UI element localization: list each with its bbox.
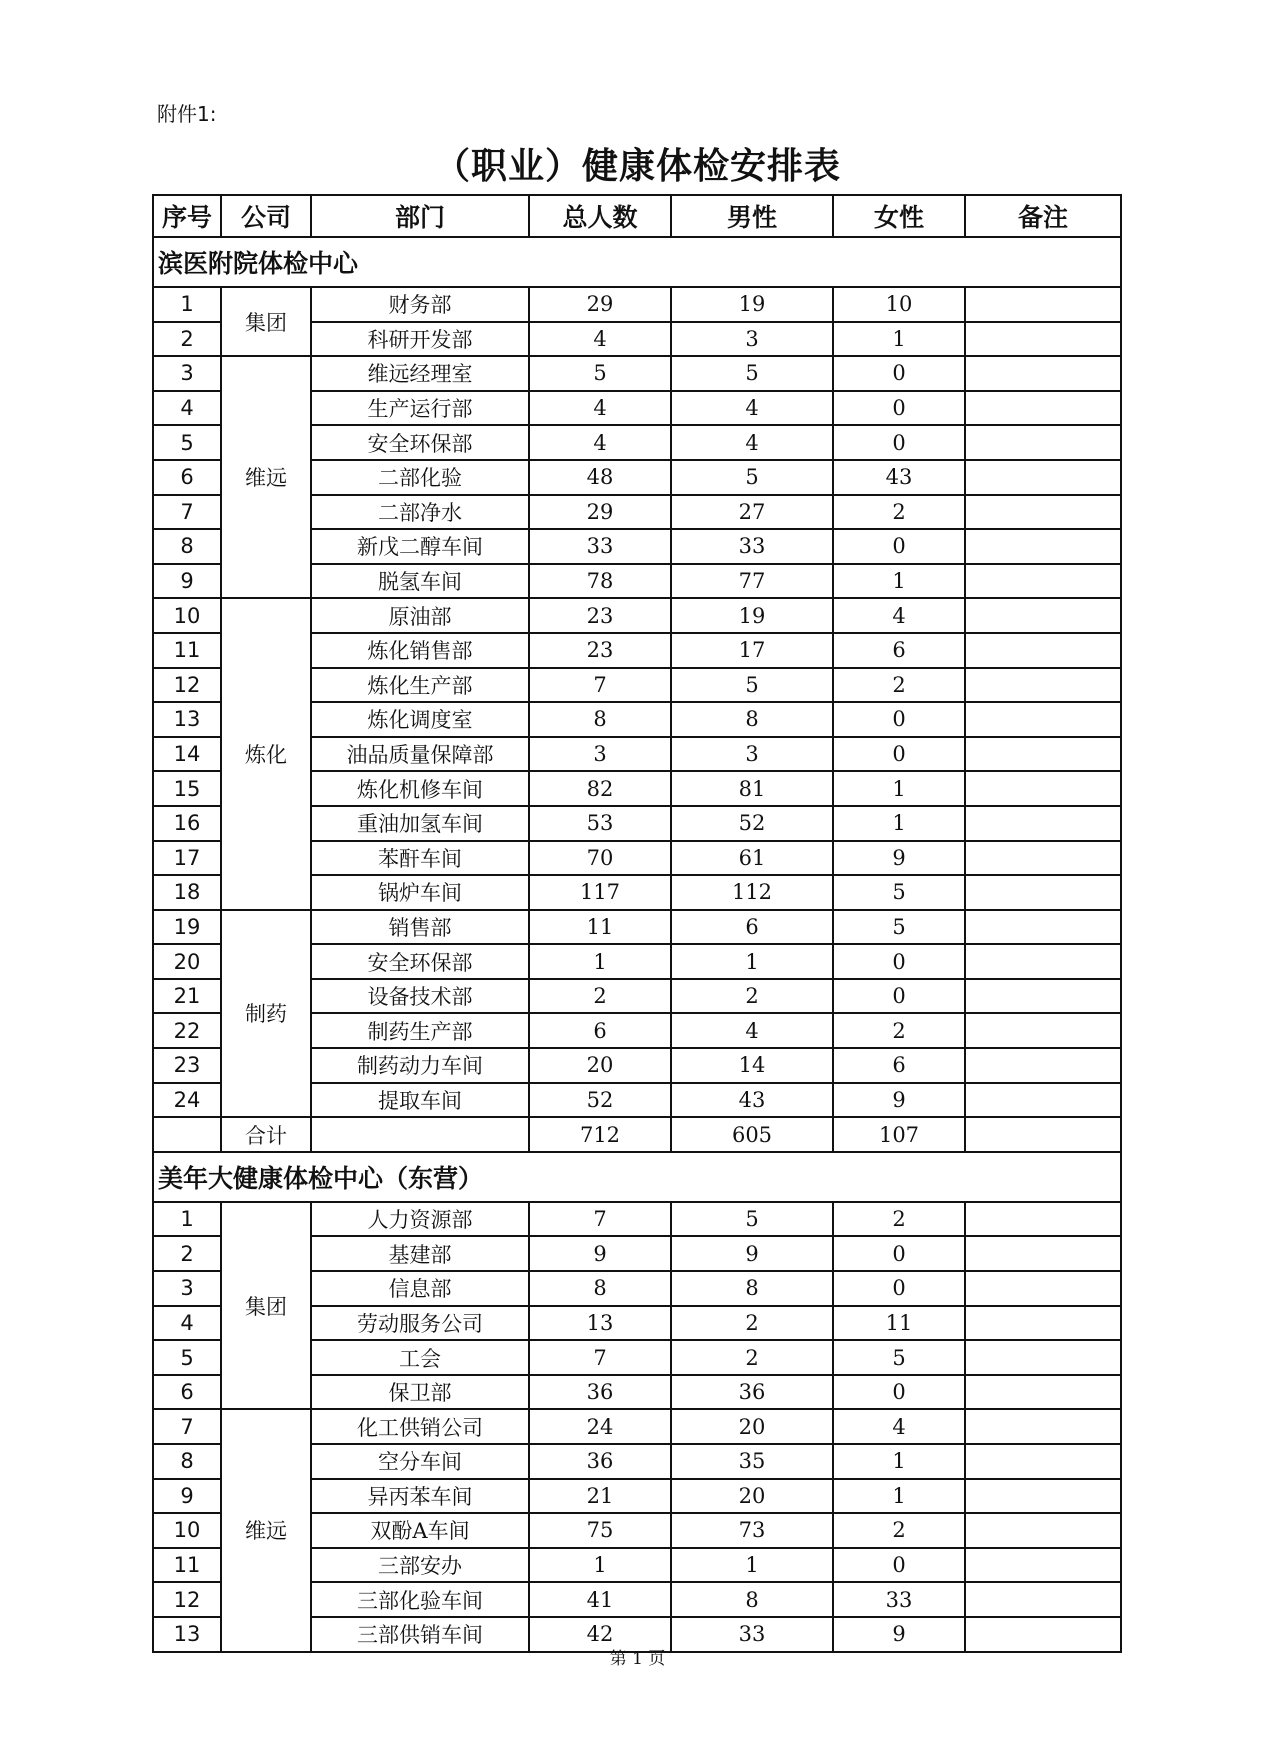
health-check-table [152,194,1122,1653]
note-cell [965,495,1121,530]
dept-cell: 制药动力车间 [311,1048,529,1083]
note-cell [965,356,1121,391]
male-cell: 1 [671,944,833,979]
seq-cell: 11 [153,1548,221,1583]
page-footer: 第 1 页 [609,1649,666,1669]
male-cell: 605 [671,1117,833,1152]
female-cell: 5 [833,910,965,945]
female-cell: 9 [833,841,965,876]
male-cell: 2 [671,979,833,1014]
male-cell: 61 [671,841,833,876]
dept-cell: 信息部 [311,1271,529,1306]
female-cell: 43 [833,460,965,495]
male-cell: 52 [671,806,833,841]
seq-cell: 22 [153,1013,221,1048]
total-cell: 20 [529,1048,671,1083]
total-cell: 78 [529,564,671,599]
dept-cell: 三部安办 [311,1548,529,1583]
note-cell [965,1048,1121,1083]
company-cell: 炼化 [221,598,311,909]
male-cell: 43 [671,1083,833,1118]
female-cell: 9 [833,1617,965,1652]
male-cell: 5 [671,460,833,495]
female-cell: 0 [833,1375,965,1410]
female-cell: 0 [833,356,965,391]
dept-cell: 脱氢车间 [311,564,529,599]
note-cell [965,1548,1121,1583]
section-title: 美年大健康体检中心（东营） [153,1152,1121,1202]
total-cell: 29 [529,495,671,530]
table-row [153,1409,1121,1444]
female-cell: 0 [833,979,965,1014]
dept-cell: 炼化调度室 [311,702,529,737]
note-cell [965,806,1121,841]
dept-cell: 锅炉车间 [311,875,529,910]
total-cell: 36 [529,1375,671,1410]
male-cell: 5 [671,1202,833,1237]
table-row [153,356,1121,391]
dept-cell: 双酚A车间 [311,1513,529,1548]
note-cell [965,1479,1121,1514]
dept-cell: 炼化机修车间 [311,771,529,806]
total-label: 合计 [221,1117,311,1152]
company-cell: 维远 [221,1409,311,1651]
note-cell [965,1444,1121,1479]
total-cell: 4 [529,391,671,426]
note-cell [965,979,1121,1014]
dept-cell: 三部化验车间 [311,1582,529,1617]
seq-cell: 20 [153,944,221,979]
dept-cell: 新戊二醇车间 [311,529,529,564]
female-cell: 2 [833,1513,965,1548]
note-cell [965,771,1121,806]
note-cell [965,425,1121,460]
seq-cell: 24 [153,1083,221,1118]
note-cell [965,702,1121,737]
dept-cell: 异丙苯车间 [311,1479,529,1514]
dept-cell: 保卫部 [311,1375,529,1410]
male-cell: 73 [671,1513,833,1548]
male-cell: 17 [671,633,833,668]
dept-cell: 安全环保部 [311,944,529,979]
section-header-binyi [153,237,1121,287]
note-cell [965,944,1121,979]
total-cell: 5 [529,356,671,391]
total-cell: 7 [529,1340,671,1375]
total-cell: 21 [529,1479,671,1514]
seq-cell: 8 [153,529,221,564]
total-cell: 1 [529,1548,671,1583]
note-cell [965,322,1121,357]
female-cell: 1 [833,1444,965,1479]
female-cell: 6 [833,633,965,668]
seq-cell: 7 [153,495,221,530]
note-cell [965,875,1121,910]
seq-cell: 18 [153,875,221,910]
total-cell: 13 [529,1306,671,1341]
female-cell: 2 [833,668,965,703]
male-cell: 33 [671,1617,833,1652]
female-cell: 2 [833,1202,965,1237]
seq-cell: 4 [153,391,221,426]
seq-cell: 5 [153,1340,221,1375]
female-cell: 4 [833,598,965,633]
seq-cell: 21 [153,979,221,1014]
dept-cell: 制药生产部 [311,1013,529,1048]
dept-cell [311,1117,529,1152]
seq-cell: 11 [153,633,221,668]
seq-cell: 1 [153,287,221,322]
male-cell: 35 [671,1444,833,1479]
female-cell: 11 [833,1306,965,1341]
dept-cell: 生产运行部 [311,391,529,426]
note-cell [965,668,1121,703]
seq-cell: 2 [153,322,221,357]
seq-cell: 3 [153,1271,221,1306]
total-cell: 48 [529,460,671,495]
female-cell: 0 [833,1548,965,1583]
dept-cell: 人力资源部 [311,1202,529,1237]
female-cell: 2 [833,1013,965,1048]
female-cell: 1 [833,1479,965,1514]
female-cell: 0 [833,1236,965,1271]
header-note: 备注 [965,195,1121,237]
seq-cell: 5 [153,425,221,460]
seq-cell: 3 [153,356,221,391]
note-cell [965,737,1121,772]
note-cell [965,564,1121,599]
female-cell: 9 [833,1083,965,1118]
dept-cell: 提取车间 [311,1083,529,1118]
total-cell: 712 [529,1117,671,1152]
dept-cell: 财务部 [311,287,529,322]
total-cell: 29 [529,287,671,322]
note-cell [965,1513,1121,1548]
dept-cell: 安全环保部 [311,425,529,460]
dept-cell: 劳动服务公司 [311,1306,529,1341]
total-cell: 4 [529,425,671,460]
note-cell [965,1083,1121,1118]
female-cell: 5 [833,1340,965,1375]
female-cell: 1 [833,806,965,841]
note-cell [965,529,1121,564]
total-cell: 41 [529,1582,671,1617]
total-cell: 82 [529,771,671,806]
female-cell: 0 [833,529,965,564]
note-cell [965,1409,1121,1444]
note-cell [965,1375,1121,1410]
male-cell: 20 [671,1479,833,1514]
male-cell: 5 [671,668,833,703]
female-cell: 107 [833,1117,965,1152]
male-cell: 9 [671,1236,833,1271]
total-cell: 2 [529,979,671,1014]
company-cell: 制药 [221,910,311,1118]
female-cell: 0 [833,1271,965,1306]
female-cell: 0 [833,425,965,460]
total-cell: 11 [529,910,671,945]
company-cell: 集团 [221,1202,311,1410]
note-cell [965,391,1121,426]
note-cell [965,1236,1121,1271]
dept-cell: 空分车间 [311,1444,529,1479]
male-cell: 19 [671,287,833,322]
seq-cell: 17 [153,841,221,876]
section-title: 滨医附院体检中心 [153,237,1121,287]
seq-cell: 23 [153,1048,221,1083]
male-cell: 112 [671,875,833,910]
seq-cell: 2 [153,1236,221,1271]
male-cell: 81 [671,771,833,806]
attachment-label: 附件1: [157,102,217,126]
female-cell: 5 [833,875,965,910]
dept-cell: 销售部 [311,910,529,945]
total-cell: 9 [529,1236,671,1271]
dept-cell: 化工供销公司 [311,1409,529,1444]
male-cell: 3 [671,737,833,772]
male-cell: 14 [671,1048,833,1083]
seq-cell: 15 [153,771,221,806]
total-cell: 70 [529,841,671,876]
male-cell: 8 [671,702,833,737]
dept-cell: 基建部 [311,1236,529,1271]
total-cell: 8 [529,702,671,737]
note-cell [965,1013,1121,1048]
note-cell [965,287,1121,322]
seq-cell: 13 [153,702,221,737]
female-cell: 33 [833,1582,965,1617]
total-cell: 4 [529,322,671,357]
male-cell: 2 [671,1306,833,1341]
note-cell [965,633,1121,668]
male-cell: 20 [671,1409,833,1444]
dept-cell: 原油部 [311,598,529,633]
male-cell: 4 [671,1013,833,1048]
section-header-meinian [153,1152,1121,1202]
total-cell: 23 [529,598,671,633]
dept-cell: 重油加氢车间 [311,806,529,841]
note-cell [965,1202,1121,1237]
male-cell: 19 [671,598,833,633]
female-cell: 0 [833,944,965,979]
note-cell [965,460,1121,495]
total-cell: 3 [529,737,671,772]
header-male: 男性 [671,195,833,237]
note-cell [965,910,1121,945]
seq-cell: 1 [153,1202,221,1237]
dept-cell: 二部净水 [311,495,529,530]
total-cell: 1 [529,944,671,979]
total-cell: 7 [529,668,671,703]
company-cell: 维远 [221,356,311,598]
male-cell: 4 [671,391,833,426]
dept-cell: 炼化生产部 [311,668,529,703]
male-cell: 27 [671,495,833,530]
seq-cell: 16 [153,806,221,841]
male-cell: 36 [671,1375,833,1410]
seq-cell: 9 [153,564,221,599]
male-cell: 6 [671,910,833,945]
male-cell: 3 [671,322,833,357]
male-cell: 5 [671,356,833,391]
header-seq: 序号 [153,195,221,237]
male-cell: 8 [671,1582,833,1617]
seq-cell: 13 [153,1617,221,1652]
dept-cell: 设备技术部 [311,979,529,1014]
header-row [153,195,1121,237]
note-cell [965,1117,1121,1152]
seq-cell: 7 [153,1409,221,1444]
female-cell: 4 [833,1409,965,1444]
header-dept: 部门 [311,195,529,237]
dept-cell: 苯酐车间 [311,841,529,876]
male-cell: 77 [671,564,833,599]
company-cell: 集团 [221,287,311,356]
total-cell: 36 [529,1444,671,1479]
page-title: （职业）健康体检安排表 [433,146,841,187]
female-cell: 10 [833,287,965,322]
seq-cell [153,1117,221,1152]
total-cell: 42 [529,1617,671,1652]
male-cell: 8 [671,1271,833,1306]
seq-cell: 6 [153,460,221,495]
seq-cell: 10 [153,1513,221,1548]
header-company: 公司 [221,195,311,237]
total-cell: 7 [529,1202,671,1237]
male-cell: 1 [671,1548,833,1583]
dept-cell: 维远经理室 [311,356,529,391]
header-total: 总人数 [529,195,671,237]
table-row [153,910,1121,945]
dept-cell: 三部供销车间 [311,1617,529,1652]
female-cell: 1 [833,771,965,806]
note-cell [965,1306,1121,1341]
male-cell: 4 [671,425,833,460]
total-cell: 6 [529,1013,671,1048]
male-cell: 33 [671,529,833,564]
female-cell: 0 [833,702,965,737]
female-cell: 6 [833,1048,965,1083]
table-row [153,1202,1121,1237]
table-row [153,598,1121,633]
seq-cell: 10 [153,598,221,633]
header-female: 女性 [833,195,965,237]
total-cell: 33 [529,529,671,564]
total-cell: 53 [529,806,671,841]
dept-cell: 二部化验 [311,460,529,495]
note-cell [965,598,1121,633]
dept-cell: 油品质量保障部 [311,737,529,772]
seq-cell: 6 [153,1375,221,1410]
seq-cell: 12 [153,668,221,703]
total-cell: 24 [529,1409,671,1444]
female-cell: 1 [833,322,965,357]
dept-cell: 炼化销售部 [311,633,529,668]
total-cell: 8 [529,1271,671,1306]
note-cell [965,1582,1121,1617]
total-row [153,1117,1121,1152]
table-body [153,237,1121,1652]
male-cell: 2 [671,1340,833,1375]
total-cell: 75 [529,1513,671,1548]
total-cell: 23 [529,633,671,668]
female-cell: 0 [833,737,965,772]
female-cell: 0 [833,391,965,426]
seq-cell: 19 [153,910,221,945]
female-cell: 2 [833,495,965,530]
female-cell: 1 [833,564,965,599]
table-row [153,287,1121,322]
seq-cell: 9 [153,1479,221,1514]
seq-cell: 8 [153,1444,221,1479]
seq-cell: 14 [153,737,221,772]
dept-cell: 工会 [311,1340,529,1375]
dept-cell: 科研开发部 [311,322,529,357]
total-cell: 117 [529,875,671,910]
total-cell: 52 [529,1083,671,1118]
note-cell [965,1271,1121,1306]
seq-cell: 12 [153,1582,221,1617]
note-cell [965,841,1121,876]
note-cell [965,1340,1121,1375]
seq-cell: 4 [153,1306,221,1341]
